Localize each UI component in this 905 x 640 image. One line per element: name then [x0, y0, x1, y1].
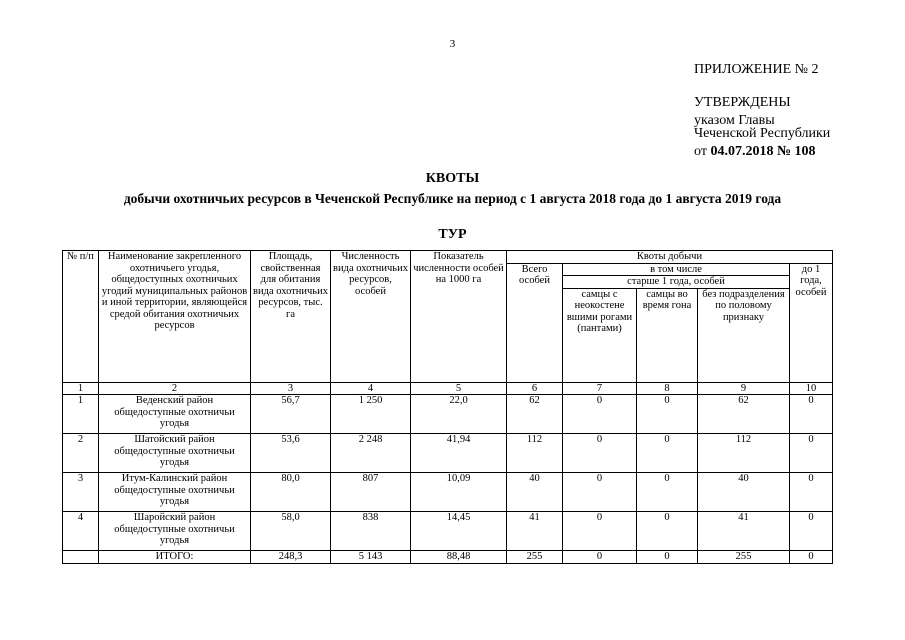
total-area: 248,3: [251, 551, 331, 564]
total-nosex: 255: [698, 551, 790, 564]
row-name: Шаройский район общедоступные охотничьи угодья: [99, 512, 251, 551]
row-population: 807: [331, 473, 411, 512]
total-young: 0: [790, 551, 833, 564]
column-number-row: [63, 382, 833, 395]
row-rut: 0: [637, 434, 698, 473]
row-young: 0: [790, 473, 833, 512]
approval-line-2: указом Главы: [694, 113, 775, 128]
approval-line-1: УТВЕРЖДЕНЫ: [694, 95, 791, 110]
colnum-7: 7: [563, 382, 637, 395]
colnum-4: 4: [331, 382, 411, 395]
colnum-1: 1: [63, 382, 99, 395]
total-antlers: 0: [563, 551, 637, 564]
row-density: 41,94: [411, 434, 507, 473]
row-population: 1 250: [331, 395, 411, 434]
total-density: 88,48: [411, 551, 507, 564]
header-name: Наименование закрепленного охотничьего угодья, общедоступных охотничьих угодий муниципальных районов и иной территории, являющейся средой обитания охотничьих ресурсов: [99, 251, 251, 383]
row-density: 10,09: [411, 473, 507, 512]
header-antlers: самцы с неокостене вшими рогами (пантами): [563, 288, 637, 382]
colnum-3: 3: [251, 382, 331, 395]
approval-date-value: 04.07.2018 № 108: [710, 144, 816, 159]
row-nosex: 41: [698, 512, 790, 551]
page-number: 3: [449, 38, 456, 50]
row-population: 838: [331, 512, 411, 551]
quota-table: [62, 250, 833, 564]
row-nosex: 112: [698, 434, 790, 473]
row-total: 41: [507, 512, 563, 551]
approval-date-prefix: от: [694, 144, 711, 159]
row-population: 2 248: [331, 434, 411, 473]
row-name: Веденский район общедоступные охотничьи угодья: [99, 395, 251, 434]
header-older: старше 1 года, особей: [563, 276, 790, 289]
row-num: 1: [63, 395, 99, 434]
row-antlers: 0: [563, 434, 637, 473]
total-total: 255: [507, 551, 563, 564]
approval-date: [694, 144, 816, 160]
header-area: Площадь, свойственная для обитания вида охотничьих ресурсов, тыс. га: [251, 251, 331, 383]
approval-line-3: Чеченской Республики: [694, 126, 831, 141]
row-total: 62: [507, 395, 563, 434]
row-name: Итум-Калинский район общедоступные охотничьи угодья: [99, 473, 251, 512]
row-antlers: 0: [563, 395, 637, 434]
colnum-8: 8: [637, 382, 698, 395]
row-area: 56,7: [251, 395, 331, 434]
row-antlers: 0: [563, 512, 637, 551]
row-nosex: 40: [698, 473, 790, 512]
row-num: 4: [63, 512, 99, 551]
row-nosex: 62: [698, 395, 790, 434]
row-area: 53,6: [251, 434, 331, 473]
document-title: КВОТЫ: [425, 171, 480, 186]
row-total: 40: [507, 473, 563, 512]
header-quotas: Квоты добычи: [507, 251, 833, 264]
colnum-5: 5: [411, 382, 507, 395]
table-row: [63, 434, 833, 473]
total-label: ИТОГО:: [99, 551, 251, 564]
row-area: 58,0: [251, 512, 331, 551]
header-total: Всего особей: [507, 263, 563, 382]
row-young: 0: [790, 434, 833, 473]
header-density: Показатель численности особей на 1000 га: [411, 251, 507, 383]
table-row: [63, 395, 833, 434]
header-young: до 1 года, особей: [790, 263, 833, 382]
row-area: 80,0: [251, 473, 331, 512]
table-row: [63, 512, 833, 551]
row-rut: 0: [637, 395, 698, 434]
total-rut: 0: [637, 551, 698, 564]
table-row: [63, 473, 833, 512]
row-rut: 0: [637, 473, 698, 512]
total-row: [63, 551, 833, 564]
row-antlers: 0: [563, 473, 637, 512]
colnum-2: 2: [99, 382, 251, 395]
row-num: 3: [63, 473, 99, 512]
row-young: 0: [790, 512, 833, 551]
colnum-9: 9: [698, 382, 790, 395]
total-population: 5 143: [331, 551, 411, 564]
header-num: № п/п: [63, 251, 99, 383]
row-num: 2: [63, 434, 99, 473]
document-subtitle: добычи охотничьих ресурсов в Чеченской Республике на период с 1 августа 2018 года до 1 августа 2019 года: [123, 191, 782, 206]
appendix-label: ПРИЛОЖЕНИЕ № 2: [694, 62, 819, 77]
colnum-6: 6: [507, 382, 563, 395]
row-young: 0: [790, 395, 833, 434]
row-density: 22,0: [411, 395, 507, 434]
header-rut: самцы во время гона: [637, 288, 698, 382]
species-title: ТУР: [438, 227, 467, 242]
header-row-1: [63, 251, 833, 264]
row-rut: 0: [637, 512, 698, 551]
row-total: 112: [507, 434, 563, 473]
header-population: Численность вида охотничьих ресурсов, особей: [331, 251, 411, 383]
header-including: в том числе: [563, 263, 790, 276]
colnum-10: 10: [790, 382, 833, 395]
total-num: [63, 551, 99, 564]
row-name: Шатойский район общедоступные охотничьи угодья: [99, 434, 251, 473]
header-nosex: без подразделения по половому признаку: [698, 288, 790, 382]
row-density: 14,45: [411, 512, 507, 551]
